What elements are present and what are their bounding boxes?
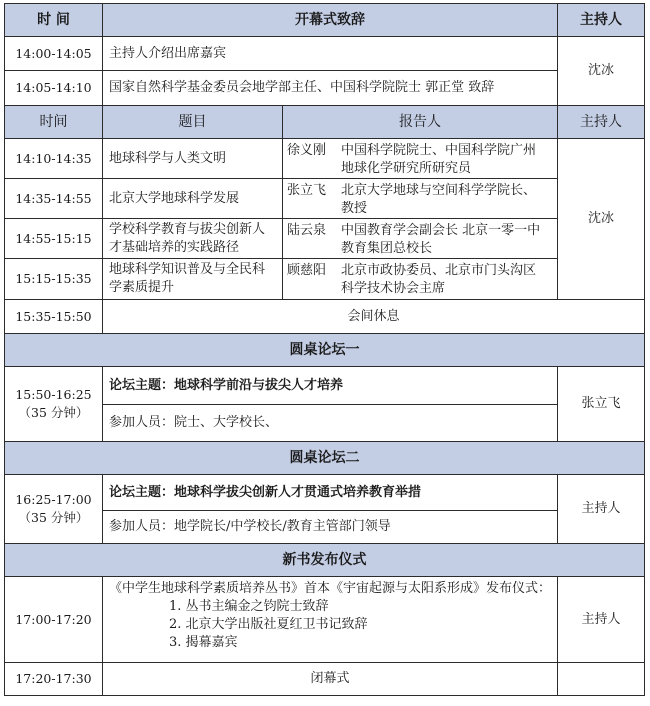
forum1-header-row xyxy=(5,334,645,367)
forum1-participants: 院士、大学校长、 xyxy=(174,415,279,430)
time-cell: 14:35-14:55 xyxy=(5,179,103,219)
speaker-cell xyxy=(283,139,558,179)
time-cell: 14:10-14:35 xyxy=(5,139,103,179)
opening-header-row xyxy=(5,4,645,37)
forum2-topic: 地球科学拔尖创新人才贯通式培养教育举措 xyxy=(174,484,422,500)
table-row xyxy=(5,219,645,259)
forum2-topic-cell xyxy=(103,475,558,511)
talks-header-row xyxy=(5,106,645,139)
opening-item: 主持人介绍出席嘉宾 xyxy=(103,37,558,71)
book-step: 3. 揭幕嘉宾 xyxy=(169,635,238,650)
book-title: 新书发布仪式 xyxy=(5,544,645,577)
speaker-name: 顾慈阳 xyxy=(287,263,327,278)
book-content xyxy=(103,577,558,663)
table-row xyxy=(5,475,645,511)
speaker-cell xyxy=(283,259,558,300)
book-host: 主持人 xyxy=(558,577,645,663)
time-cell: 17:00-17:20 xyxy=(5,577,103,663)
speaker-name: 张立飞 xyxy=(287,183,327,198)
talk-topic: 北京大学地球科学发展 xyxy=(103,179,283,219)
table-row xyxy=(5,71,645,106)
forum2-title: 圆桌论坛二 xyxy=(5,442,645,475)
time-cell: 14:55-15:15 xyxy=(5,219,103,259)
table-row xyxy=(5,37,645,71)
book-step: 2. 北京大学出版社夏红卫书记致辞 xyxy=(169,617,368,632)
speaker-title: 北京大学地球与空间科学学院长、教授 xyxy=(341,183,537,216)
header-opening: 开幕式致辞 xyxy=(103,4,558,37)
header-time: 时 间 xyxy=(5,4,103,37)
break-row xyxy=(5,300,645,334)
talk-topic: 学校科学教育与拔尖创新人才基础培养的实践路径 xyxy=(103,219,283,259)
time-cell: 15:15-15:35 xyxy=(5,259,103,300)
subheader-topic: 题目 xyxy=(103,106,283,139)
forum1-topic-label: 论坛主题： xyxy=(109,377,175,393)
table-row xyxy=(5,577,645,663)
speaker-name: 徐义刚 xyxy=(287,143,327,158)
forum1-duration: （35 分钟） xyxy=(18,405,89,420)
opening-item: 国家自然科学基金委员会地学部主任、中国科学院院士 郭正堂 致辞 xyxy=(103,71,558,106)
forum2-time-cell xyxy=(5,475,103,544)
forum1-participants-cell xyxy=(103,405,558,442)
book-intro: 《中学生地球科学素质培养丛书》首本《宇宙起源与太阳系形成》发布仪式： xyxy=(109,581,552,596)
time-cell: 14:05-14:10 xyxy=(5,71,103,106)
table-row xyxy=(5,259,645,300)
table-row xyxy=(5,139,645,179)
table-row xyxy=(5,179,645,219)
forum1-participants-label: 参加人员： xyxy=(109,415,175,430)
speaker-name: 陆云泉 xyxy=(287,223,327,238)
agenda-table xyxy=(4,3,645,696)
forum2-participants-cell xyxy=(103,511,558,544)
speaker-cell xyxy=(283,179,558,219)
forum1-time: 15:50-16:25 xyxy=(15,387,92,402)
talk-topic: 地球科学知识普及与全民科学素质提升 xyxy=(103,259,283,300)
closing-host-empty xyxy=(558,663,645,696)
time-cell: 15:35-15:50 xyxy=(5,300,103,334)
forum1-topic-cell xyxy=(103,367,558,405)
time-cell: 14:00-14:05 xyxy=(5,37,103,71)
speaker-title: 中国教育学会副会长 北京一零一中教育集团总校长 xyxy=(341,223,541,256)
forum2-participants: 地学院长/中学校长/教育主管部门领导 xyxy=(174,519,391,534)
forum2-topic-label: 论坛主题： xyxy=(109,484,175,500)
header-host: 主持人 xyxy=(558,4,645,37)
forum2-participants-label: 参加人员： xyxy=(109,519,175,534)
subheader-host: 主持人 xyxy=(558,106,645,139)
forum2-duration: （35 分钟） xyxy=(18,510,89,525)
forum2-time: 16:25-17:00 xyxy=(15,492,92,507)
closing-label: 闭幕式 xyxy=(103,663,558,696)
closing-row xyxy=(5,663,645,696)
talk-topic: 地球科学与人类文明 xyxy=(103,139,283,179)
forum2-host: 主持人 xyxy=(558,475,645,544)
speaker-cell xyxy=(283,219,558,259)
opening-host: 沈冰 xyxy=(558,37,645,106)
forum2-header-row xyxy=(5,442,645,475)
forum1-title: 圆桌论坛一 xyxy=(5,334,645,367)
speaker-title: 北京市政协委员、北京市门头沟区科学技术协会主席 xyxy=(341,263,537,296)
talks-host: 沈冰 xyxy=(558,139,645,300)
forum1-host: 张立飞 xyxy=(558,367,645,442)
break-label: 会间休息 xyxy=(103,300,645,334)
book-header-row xyxy=(5,544,645,577)
forum1-topic: 地球科学前沿与拔尖人才培养 xyxy=(174,377,344,393)
forum1-time-cell xyxy=(5,367,103,442)
speaker-title: 中国科学院院士、中国科学院广州地球化学研究所研究员 xyxy=(341,143,537,176)
table-row xyxy=(5,367,645,405)
time-cell: 17:20-17:30 xyxy=(5,663,103,696)
book-step: 1. 丛书主编金之钧院士致辞 xyxy=(169,599,329,614)
subheader-speaker: 报告人 xyxy=(283,106,558,139)
subheader-time: 时间 xyxy=(5,106,103,139)
